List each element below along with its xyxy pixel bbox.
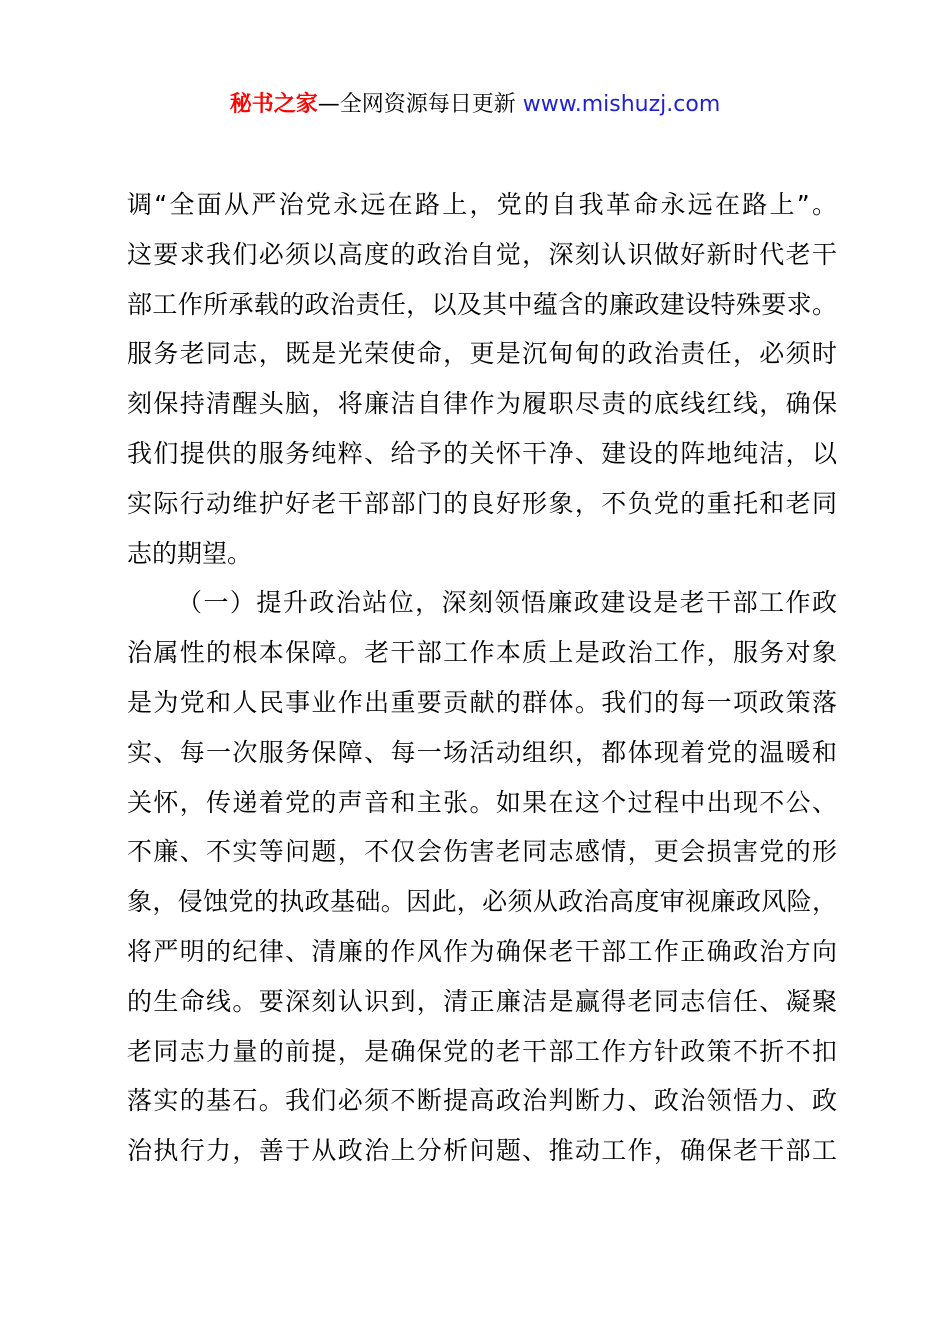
text-line: 部工作所承载的政治责任，以及其中蕴含的廉政建设特殊要求。 bbox=[127, 289, 837, 319]
section-heading-line: （一）提升政治站位，深刻领悟廉政建设是老干部工作政 bbox=[177, 588, 837, 618]
brand-name: 秘书之家 bbox=[229, 92, 318, 117]
header-tagline: —全网资源每日更新 bbox=[317, 92, 523, 117]
text-line: 落实的基石。我们必须不断提高政治判断力、政治领悟力、政 bbox=[127, 1086, 837, 1116]
text-line: 刻保持清醒头脑，将廉洁自律作为履职尽责的底线红线，确保 bbox=[127, 389, 837, 419]
text-line: 这要求我们必须以高度的政治自觉，深刻认识做好新时代老干 bbox=[127, 239, 837, 269]
text-line: 治属性的根本保障。老干部工作本质上是政治工作，服务对象 bbox=[127, 638, 837, 668]
text-line: 关怀，传递着党的声音和主张。如果在这个过程中出现不公、 bbox=[127, 787, 837, 817]
text-line: 实、每一次服务保障、每一场活动组织，都体现着党的温暖和 bbox=[127, 737, 837, 767]
text-line: 志的期望。 bbox=[127, 538, 253, 568]
text-line: 老同志力量的前提，是确保党的老干部工作方针政策不折不扣 bbox=[127, 1036, 837, 1066]
text-line: 服务老同志，既是光荣使命，更是沉甸甸的政治责任，必须时 bbox=[127, 339, 837, 369]
text-line: 实际行动维护好老干部部门的良好形象，不负党的重托和老同 bbox=[127, 488, 837, 518]
text-line: 治执行力，善于从政治上分析问题、推动工作，确保老干部工 bbox=[127, 1136, 837, 1166]
text-line: 我们提供的服务纯粹、给予的关怀干净、建设的阵地纯洁，以 bbox=[127, 438, 837, 468]
text-line: 的生命线。要深刻认识到，清正廉洁是赢得老同志信任、凝聚 bbox=[127, 986, 837, 1016]
text-line: 将严明的纪律、清廉的作风作为确保老干部工作正确政治方向 bbox=[127, 936, 837, 966]
page-header bbox=[0, 88, 950, 122]
text-line: 象，侵蚀党的执政基础。因此，必须从政治高度审视廉政风险， bbox=[127, 887, 837, 917]
site-url-link[interactable]: www.mishuzj.com bbox=[522, 92, 721, 117]
text-line: 是为党和人民事业作出重要贡献的群体。我们的每一项政策落 bbox=[127, 687, 837, 717]
text-line: 调“全面从严治党永远在路上，党的自我革命永远在路上”。 bbox=[127, 190, 837, 219]
text-line: 不廉、不实等问题，不仅会伤害老同志感情，更会损害党的形 bbox=[127, 837, 837, 867]
document-body bbox=[127, 180, 837, 1176]
